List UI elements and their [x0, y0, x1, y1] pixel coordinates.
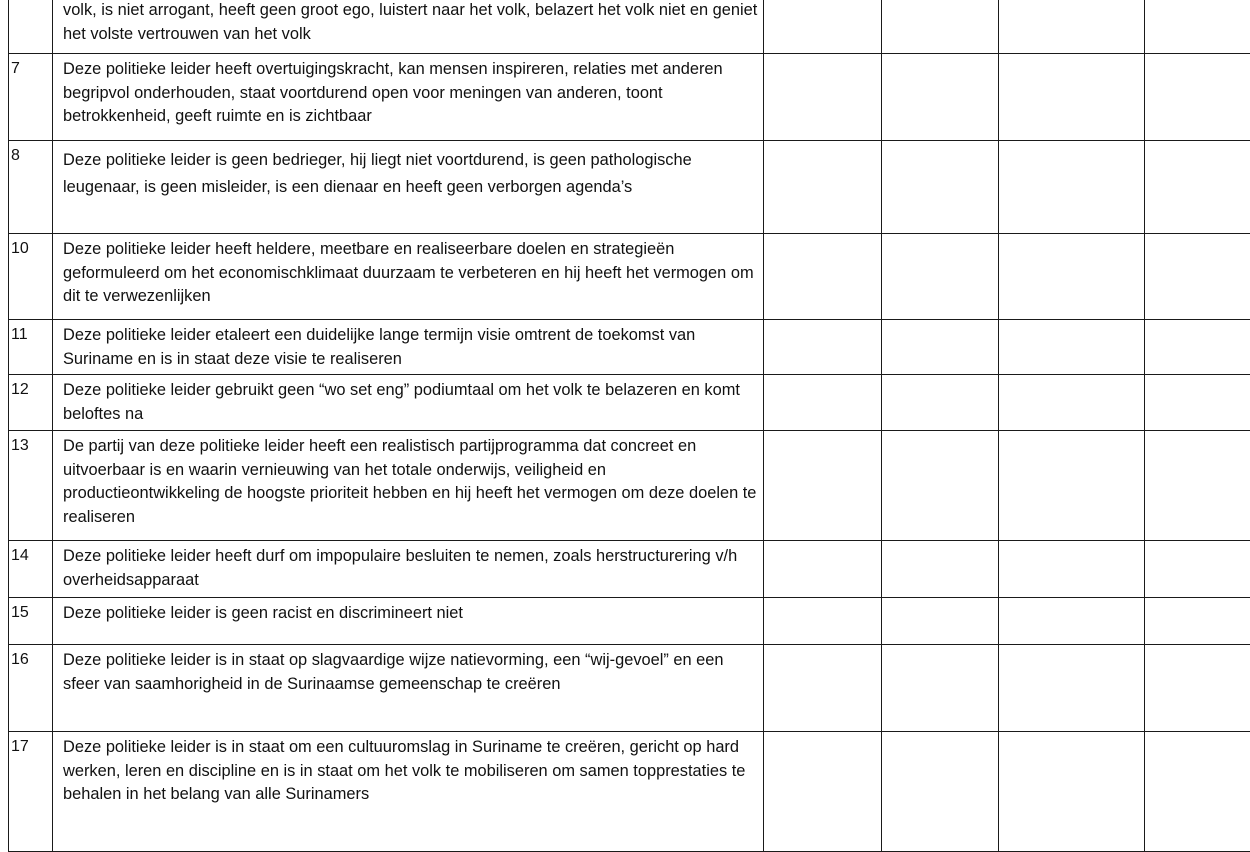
score-cell[interactable]	[1145, 541, 1250, 598]
score-cell[interactable]	[1145, 320, 1250, 375]
row-statement: Deze politieke leider is geen racist en discrimineert niet	[53, 598, 764, 645]
row-number: 7	[9, 54, 53, 141]
row-statement: Deze politieke leider is in staat op slagvaardige wijze natievorming, een “wij-gevoel” en een sfeer van saamhorigheid in de Surinaamse gemeenschap te creëren	[53, 645, 764, 732]
score-cell[interactable]	[882, 431, 999, 541]
table-row	[9, 541, 1250, 598]
row-statement: Deze politieke leider is geen bedrieger, hij liegt niet voortdurend, is geen pathologische leugenaar, is geen misleider, is een dienaar en heeft geen verborgen agenda’s	[53, 141, 764, 234]
table-row	[9, 54, 1250, 141]
row-number: 14	[9, 541, 53, 598]
score-cell[interactable]	[882, 598, 999, 645]
score-cell[interactable]	[882, 320, 999, 375]
score-cell[interactable]	[999, 234, 1145, 320]
score-cell[interactable]	[999, 598, 1145, 645]
table-row	[9, 645, 1250, 732]
score-cell[interactable]	[764, 0, 882, 54]
score-cell[interactable]	[764, 141, 882, 234]
score-cell[interactable]	[882, 54, 999, 141]
row-number: 10	[9, 234, 53, 320]
score-cell[interactable]	[999, 732, 1145, 852]
score-cell[interactable]	[1145, 54, 1250, 141]
row-statement: volk, is niet arrogant, heeft geen groot ego, luistert naar het volk, belazert het volk niet en geniet het volste vertrouwen van het volk	[53, 0, 764, 54]
row-statement: Deze politieke leider heeft durf om impopulaire besluiten te nemen, zoals herstructurering v/h overheidsapparaat	[53, 541, 764, 598]
table-row	[9, 375, 1250, 431]
score-cell[interactable]	[1145, 0, 1250, 54]
row-statement: Deze politieke leider etaleert een duidelijke lange termijn visie omtrent de toekomst van Suriname en is in staat deze visie te realiseren	[53, 320, 764, 375]
row-statement: Deze politieke leider heeft overtuigingskracht, kan mensen inspireren, relaties met anderen begripvol onderhouden, staat voortdurend open voor meningen van anderen, toont betrokkenheid, geeft ruimte en is zichtbaar	[53, 54, 764, 141]
score-cell[interactable]	[882, 0, 999, 54]
leadership-criteria-table	[8, 0, 1250, 852]
document-page	[8, 0, 1248, 852]
score-cell[interactable]	[882, 541, 999, 598]
score-cell[interactable]	[882, 645, 999, 732]
row-number	[9, 0, 53, 54]
table-row	[9, 732, 1250, 852]
score-cell[interactable]	[764, 645, 882, 732]
score-cell[interactable]	[999, 141, 1145, 234]
row-number: 8	[9, 141, 53, 234]
score-cell[interactable]	[882, 141, 999, 234]
score-cell[interactable]	[764, 234, 882, 320]
table-row	[9, 0, 1250, 54]
row-statement: Deze politieke leider is in staat om een cultuuromslag in Suriname te creëren, gericht op hard werken, leren en discipline en is in staat om het volk te mobiliseren om samen topprestaties te behalen in het belang van alle Surinamers	[53, 732, 764, 852]
row-number: 17	[9, 732, 53, 852]
score-cell[interactable]	[1145, 732, 1250, 852]
score-cell[interactable]	[882, 234, 999, 320]
score-cell[interactable]	[764, 431, 882, 541]
row-number: 16	[9, 645, 53, 732]
score-cell[interactable]	[999, 320, 1145, 375]
score-cell[interactable]	[764, 732, 882, 852]
row-number: 12	[9, 375, 53, 431]
score-cell[interactable]	[999, 0, 1145, 54]
score-cell[interactable]	[764, 598, 882, 645]
score-cell[interactable]	[1145, 141, 1250, 234]
score-cell[interactable]	[764, 54, 882, 141]
score-cell[interactable]	[999, 375, 1145, 431]
score-cell[interactable]	[764, 375, 882, 431]
score-cell[interactable]	[1145, 431, 1250, 541]
table-row	[9, 141, 1250, 234]
row-number: 15	[9, 598, 53, 645]
score-cell[interactable]	[999, 645, 1145, 732]
score-cell[interactable]	[999, 431, 1145, 541]
row-statement: Deze politieke leider heeft heldere, meetbare en realiseerbare doelen en strategieën geformuleerd om het economischklimaat duurzaam te verbeteren en hij heeft het vermogen om dit te verwezenlijken	[53, 234, 764, 320]
table-row	[9, 598, 1250, 645]
score-cell[interactable]	[882, 375, 999, 431]
score-cell[interactable]	[1145, 375, 1250, 431]
row-number: 13	[9, 431, 53, 541]
score-cell[interactable]	[1145, 598, 1250, 645]
score-cell[interactable]	[999, 54, 1145, 141]
table-row	[9, 320, 1250, 375]
score-cell[interactable]	[999, 541, 1145, 598]
row-statement: Deze politieke leider gebruikt geen “wo set eng” podiumtaal om het volk te belazeren en komt beloftes na	[53, 375, 764, 431]
table-row	[9, 234, 1250, 320]
score-cell[interactable]	[1145, 645, 1250, 732]
score-cell[interactable]	[764, 541, 882, 598]
row-statement: De partij van deze politieke leider heeft een realistisch partijprogramma dat concreet en uitvoerbaar is en waarin vernieuwing van het totale onderwijs, veiligheid en productieontwikkeling de hoogste prioriteit hebben en hij heeft het vermogen om deze doelen te realiseren	[53, 431, 764, 541]
score-cell[interactable]	[882, 732, 999, 852]
table-row	[9, 431, 1250, 541]
score-cell[interactable]	[1145, 234, 1250, 320]
score-cell[interactable]	[764, 320, 882, 375]
row-number: 11	[9, 320, 53, 375]
